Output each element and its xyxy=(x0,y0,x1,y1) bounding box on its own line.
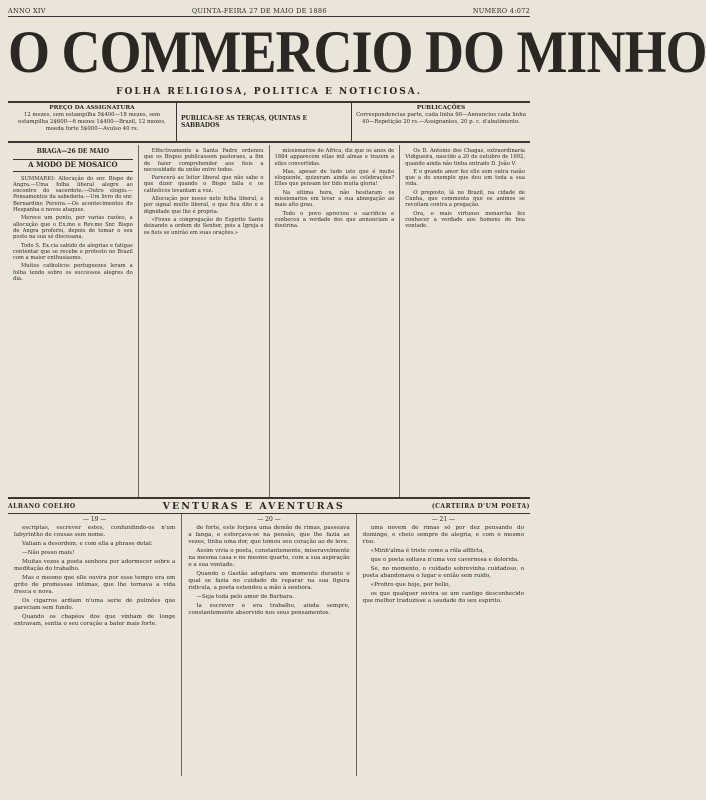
feuilleton-title: VENTURAS E AVENTURAS xyxy=(162,500,345,512)
paragraph: os que qualquer ouvira se um cantigo desconhecido que melhor traduzisse a saudade do seu espirito. xyxy=(362,591,524,604)
header-rule xyxy=(8,16,530,17)
paragraph: Parecerá ao leitor liberal que não sabe o que dizer quando o Bispo falla e os catholicos levantam a voz. xyxy=(143,175,264,194)
feuilleton-header xyxy=(8,499,530,513)
paragraph: «Minh'alma é triste como a rôla afflicta, xyxy=(370,548,485,554)
masthead-subtitle: FOLHA RELIGIOSA, POLITICA E NOTICIOSA. xyxy=(116,87,422,97)
column-1 xyxy=(8,145,138,497)
section-title: A MODO DE MOSAICO xyxy=(13,159,133,171)
article-columns xyxy=(8,145,530,497)
schedule-text: PUBLICA-SE AS TERÇAS, QUINTAS E SABBADOS xyxy=(181,115,308,129)
paragraph: Mas, apesar de tudo isto que é muito eloquente, quizeram ainda as celebrações? Elles que pensam ter tido muita gloria! xyxy=(274,168,395,188)
publications-text: Correspondencias parte, cada linha 60—Annuncios cada linha 40—Repetição 20 rs.—Assignantes, 20 p. c. d'abatimento. xyxy=(356,112,526,125)
paragraph: —Seja toda pelo amor de Barbara. xyxy=(196,594,294,600)
paragraph: Ora, o mais virtuoso monarcha fez conhecer a verdade aos homens de boa vontade. xyxy=(405,210,525,230)
feuilleton-page-number: — 20 — xyxy=(257,516,281,523)
schedule-box xyxy=(177,103,352,141)
column-4 xyxy=(399,145,530,497)
paragraph: Quando os chapéos dos que vinham de longe entravam, sentia o seu coração a bater mais forte. xyxy=(14,614,176,627)
issue-date: QUINTA-FEIRA 27 DE MAIO DE 1886 xyxy=(191,7,327,15)
paragraph: Assim vivia o poeta, constantemente, miseravelmente na mesma casa e no mesmo quarto, com a sua aspiração e a sua vontade. xyxy=(188,548,350,568)
feuilleton-column-1 xyxy=(8,514,181,776)
paragraph: E o grande amor fez elle sem outra razão que a do exemplo que deu em toda a sua vida. xyxy=(405,168,525,188)
paragraph: Os cigarros ardiam n'uma serie de pulmões que pareciam sem fundo. xyxy=(14,598,176,611)
prices-text: 12 mezes, sem estampilha 5$400—18 mezes, sem estampilha 2$600—6 mezes 1$400—Brazil, 12 mezes, moeda forte 5$000—Avulso 40 rs. xyxy=(18,112,166,132)
paragraph: O preposto, lá no Brazil, na cidade de Cunha, que commenta que os animos se revoltam contra a pregação. xyxy=(405,189,525,209)
prices-heading: PREÇO DA ASSIGNATURA xyxy=(49,105,135,111)
publications-heading: PUBLICAÇÕES xyxy=(416,105,466,111)
issue-number: NUMERO 4:072 xyxy=(472,7,530,15)
paragraph: Quando o Gastão adoptara um momento duranto o qual se fazia no cuidado de reparar na sua figura ridicula, a poeta estendeu a mão à senhora. xyxy=(188,571,350,591)
header-line xyxy=(8,6,530,16)
feuilleton-columns xyxy=(8,514,530,776)
paragraph: Merece um ponto, por varias razões, a allocução que o Ex.mo e Rev.mo Snr. Bispo de Angra proferiu, depois de tomar o seu posto na sua sé diocesana. xyxy=(13,215,133,241)
paragraph: Os D. Antonio dos Chagas, extraordinaria Vidigueira, nascido a 20 de outubro de 1692, quando ainda não tinha entrado D. João V. xyxy=(405,148,525,167)
feuilleton-column-3 xyxy=(356,514,530,776)
feuilleton-page-number: — 21 — xyxy=(431,516,456,523)
date-line: BRAGA—26 DE MAIO xyxy=(36,148,109,155)
feuilleton-author: ALBANO COELHO xyxy=(8,502,76,510)
paragraph: Ia escrever e era trabalho, ainda sempre, constantemente absorvido nos seus pensamentos. xyxy=(188,603,350,616)
paragraph: Todo S. Ex.cia sabido de alegrias e fatigas contentar que se recebe e protesto no Brazil com a maior enthusiasmo. xyxy=(13,242,133,262)
paragraph: Todo o povo apreciou o sacrificio e conheceu a verdade dos que annunciam a doutrina. xyxy=(274,210,395,230)
paragraph: Muitos catholicos portuguezes leram a folha tendo sobre os successos alegres do dia. xyxy=(13,263,133,283)
column-2 xyxy=(138,145,269,497)
paragraph: missionarios de Africa, diz que os anos de 1884 apparecem ellas mil almas e trazem a elles convertidas. xyxy=(274,148,395,167)
feuilleton-column-2 xyxy=(181,514,355,776)
paragraph: «Profiro que hoje, por bello, xyxy=(370,582,451,588)
paragraph: escriptas, escrever estes, confundindo-os n'um labyrintho de cousas sem nome. xyxy=(14,525,176,538)
year-label: ANNO XIV xyxy=(8,7,46,15)
newspaper-page xyxy=(8,6,706,794)
paragraph: Na ultima hora, não hesitaram os missionarios em levar a sua abnegação ao mais alto grau. xyxy=(274,189,395,209)
feuilleton-page-number: — 19 — xyxy=(82,516,107,523)
paragraph: Valiam a desordem, e com ella a phrase dotal: xyxy=(22,541,153,547)
paragraph: de forte, este forjava uma demão de rimas, passeava a fanga, e esforçava-se na pensão, que lhe fazia as vezes, tinha uma dor, que tomou seu coração ao de leve. xyxy=(188,525,350,545)
paragraph: Muitas vezes a poeta senhora por adormecer sobre a meditação do trabalho. xyxy=(14,559,176,572)
info-rule xyxy=(8,141,530,143)
paragraph: SUMMARIO: Allocução do snr. Bispo de Angra.—Uma folha liberal alegre ao encontro do sacerdote.—Outro elogio.—Pensamentos da sabedoria.—Um livro do snr. Bernardino Pereira.—Os acontecimentos do Hespanha e novos ataques. xyxy=(13,175,133,214)
info-bar xyxy=(8,103,530,141)
paragraph: Se, no momento, o cuidado sobrevinha cuidadoso, o poeta abandonava o lugar e então sem ruido, xyxy=(362,566,524,579)
paragraph: Allocução por nosso neto folha liberal, e por signal muito liberal, o que fica dito e a dignidade que lhe é propria. xyxy=(143,196,264,215)
paragraph: —Não posso mais! xyxy=(22,550,75,556)
paragraph: Mas o mesmo que elle ouvira por esse tempo era um grito de promessas intimas, que lhe tornava a vida fresca e nova. xyxy=(14,575,176,595)
paragraph: Effectivamente a Santa Padre ordenou que os Bispos publicassem pastoraes, a fim de fazer comprehender aos fieis a necessidade da união entre todos. xyxy=(143,148,264,173)
paragraph: uma nevem de rimas só por dez pensando do domingo, e cheio sempre de alegria, e com o mesmo riso. xyxy=(362,525,524,545)
prices-box xyxy=(8,103,177,141)
paragraph: que o poeta soltava n'uma voz cavernosa e dolorida. xyxy=(370,557,519,563)
publications-box xyxy=(352,103,530,141)
masthead-title: O COMMERCIO DO MINHO xyxy=(8,18,706,86)
feuilleton-subtitle: (CARTEIRA D'UM POETA) xyxy=(431,502,530,510)
paragraph: «Fouxe a congregação do Espirito Santo deixando a ordem do Senhor, pois a Igreja e os fieis se unirão em suas orações.» xyxy=(143,216,264,236)
column-3 xyxy=(269,145,400,497)
